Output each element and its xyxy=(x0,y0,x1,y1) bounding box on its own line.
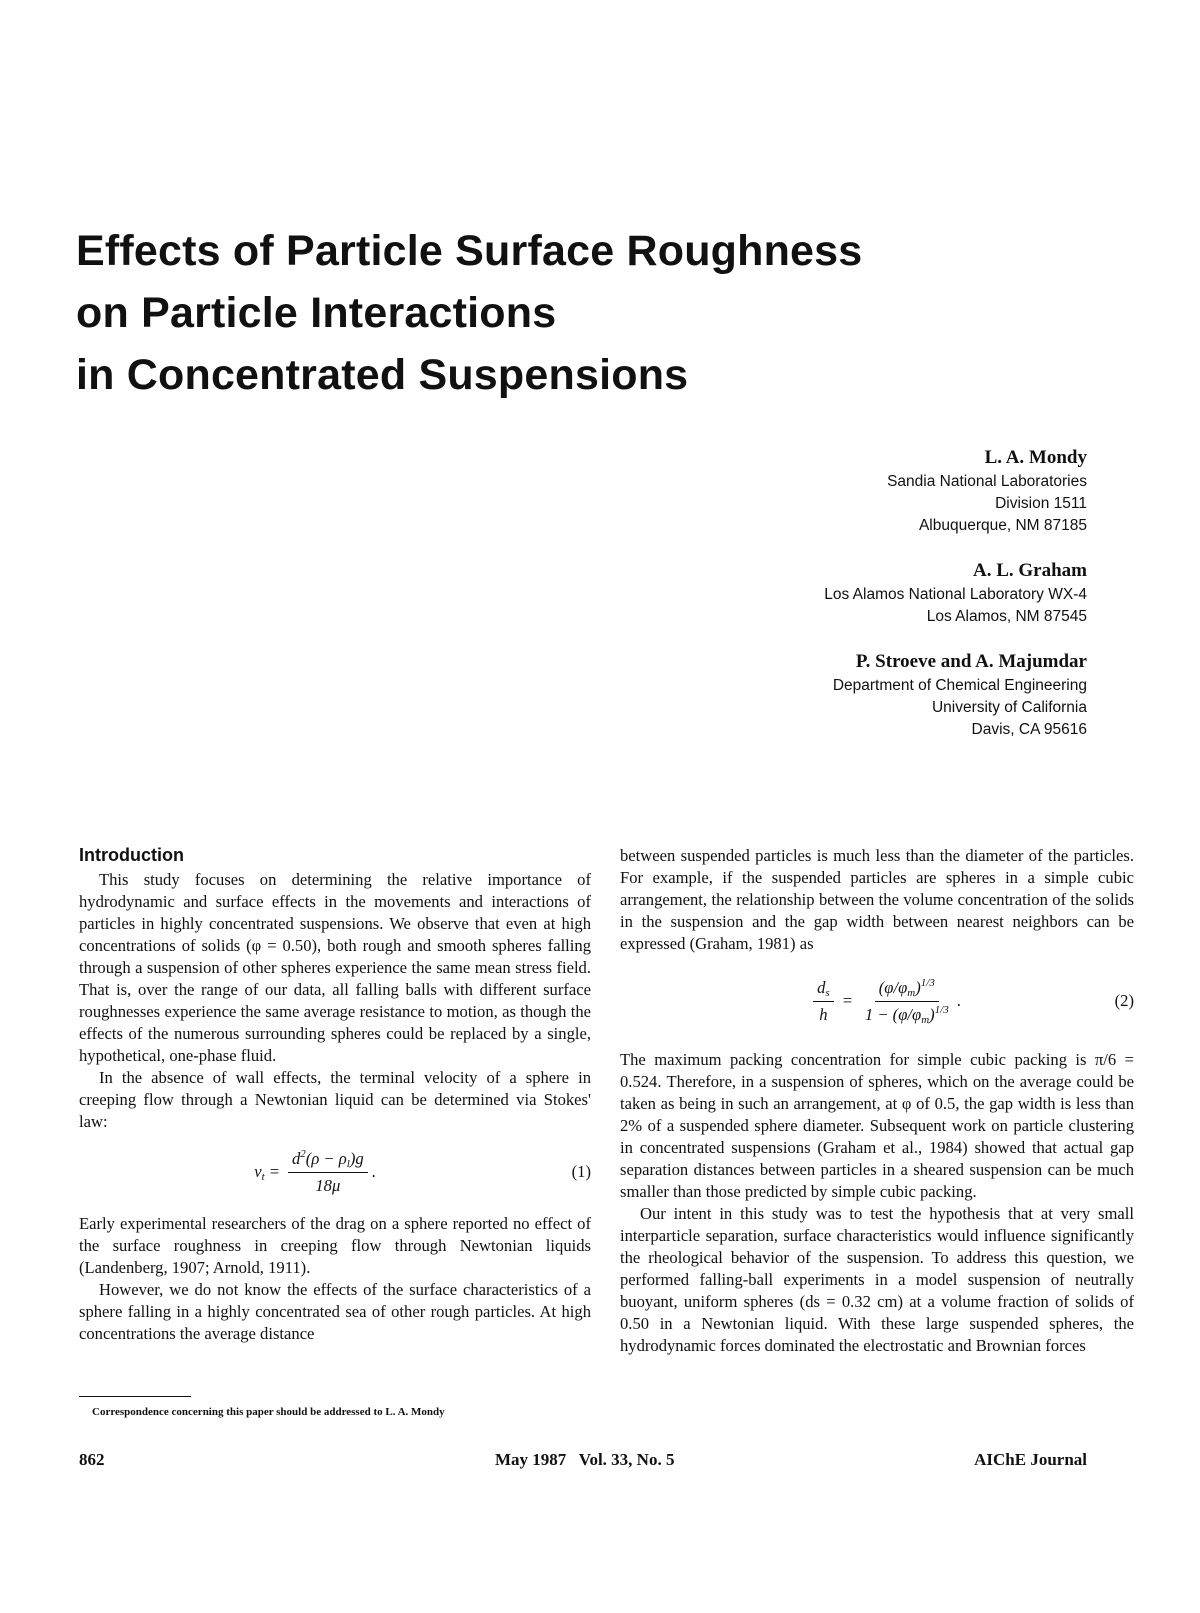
footnote-rule xyxy=(79,1396,191,1397)
page-number: 862 xyxy=(79,1450,105,1469)
paragraph: However, we do not know the effects of the surface characteristics of a sphere falling in a highly concentrated sea of other rough particles. At high concentrations the average distance xyxy=(79,1280,591,1343)
affiliation-line: Davis, CA 95616 xyxy=(971,721,1087,738)
right-column xyxy=(620,845,1134,1357)
issue-info: May 1987 Vol. 33, No. 5 xyxy=(495,1450,675,1469)
affiliation-line: Los Alamos, NM 87545 xyxy=(926,608,1087,625)
author-name: P. Stroeve and A. Majumdar xyxy=(855,651,1087,672)
journal-name: AIChE Journal xyxy=(974,1450,1087,1469)
affiliation-line: Division 1511 xyxy=(995,495,1087,512)
author-mondy xyxy=(587,445,1087,537)
equation-1 xyxy=(79,1137,591,1207)
equation-2-number: (2) xyxy=(1114,991,1134,1010)
title-line-2: on Particle Interactions xyxy=(76,289,557,337)
affiliation-line: University of California xyxy=(931,699,1087,716)
paragraph: Our intent in this study was to test the hypothesis that at very small interparticle separation, surface characteristics would influence significantly the rheological behavior of the suspension. To address this question, we performed falling-ball experiments in a model suspension of neutrally buoyant, uniform spheres (ds = 0.32 cm) at a volume fraction of solids of 0.50 in a Newtonian liquid. With these large suspended spheres, the hydrodynamic forces dominated the electrostatic and Brownian forces xyxy=(620,1204,1134,1355)
author-name: A. L. Graham xyxy=(973,560,1087,581)
author-block xyxy=(587,445,1087,762)
affiliation-line: Los Alamos National Laboratory WX-4 xyxy=(824,586,1087,603)
affiliation-line: Albuquerque, NM 87185 xyxy=(918,517,1087,534)
section-heading-introduction: Introduction xyxy=(79,845,184,865)
left-column xyxy=(79,843,591,1345)
paragraph: The maximum packing concentration for simple cubic packing is π/6 = 0.524. Therefore, in a suspension of spheres, which on the average could be taken as being in such an arrangement, at φ of 0.5, the gap width is less than 2% of a suspended sphere diameter. Subsequent work on particle clustering in concentrated suspensions (Graham et al., 1984) showed that actual gap separation distances between particles in a sheared suspension can be much smaller than those predicted by simple cubic packing. xyxy=(620,1050,1134,1201)
title-line-1: Effects of Particle Surface Roughness xyxy=(76,227,863,275)
equation-2 xyxy=(620,959,1134,1043)
affiliation-line: Sandia National Laboratories xyxy=(887,473,1087,490)
paragraph: In the absence of wall effects, the terminal velocity of a sphere in creeping flow through a Newtonian liquid can be determined via Stokes' law: xyxy=(79,1068,591,1131)
author-stroeve-majumdar xyxy=(587,649,1087,741)
equation-2-body: $\frac{d_s}{h}$ = $\frac{(\varphi/\varphi_m)^{1/3}}{1 - (\varphi/\varphi_m)^{1/3}}$ . xyxy=(620,977,1094,1026)
paragraph: Early experimental researchers of the drag on a sphere reported no effect of the surface roughness in creeping flow through Newtonian liquids (Landenberg, 1907; Arnold, 1911). xyxy=(79,1214,591,1277)
title-line-3: in Concentrated Suspensions xyxy=(76,351,689,399)
author-name: L. A. Mondy xyxy=(984,447,1087,468)
author-graham xyxy=(587,558,1087,628)
equation-1-body: $v_t$ = $\frac{d^2(\rho - \rho_l)g}{18\mu}$ . xyxy=(254,1147,376,1195)
footnote: Correspondence concerning this paper should be addressed to L. A. Mondy xyxy=(92,1406,445,1418)
equation-1-number: (1) xyxy=(571,1162,591,1181)
paper-title xyxy=(76,220,1076,406)
affiliation-line: Department of Chemical Engineering xyxy=(832,677,1087,694)
paragraph: This study focuses on determining the relative importance of hydrodynamic and surface effects in the movements and interactions of particles in highly concentrated suspensions. We observe that even at high concentrations of solids (φ = 0.50), both rough and smooth spheres falling through a suspension of other spheres experience the same mean stress field. That is, over the range of our data, all falling balls with different surface roughnesses experience the same average resistance to motion, as though the effects of the numerous surrounding spheres could be replaced by a single, hypothetical, one-phase fluid. xyxy=(79,870,591,1065)
paragraph: between suspended particles is much less than the diameter of the particles. For example, if the suspended particles are spheres in a simple cubic arrangement, the relationship between the volume concentration of the solids in the suspension and the gap width between nearest neighbors can be expressed (Graham, 1981) as xyxy=(620,846,1134,953)
